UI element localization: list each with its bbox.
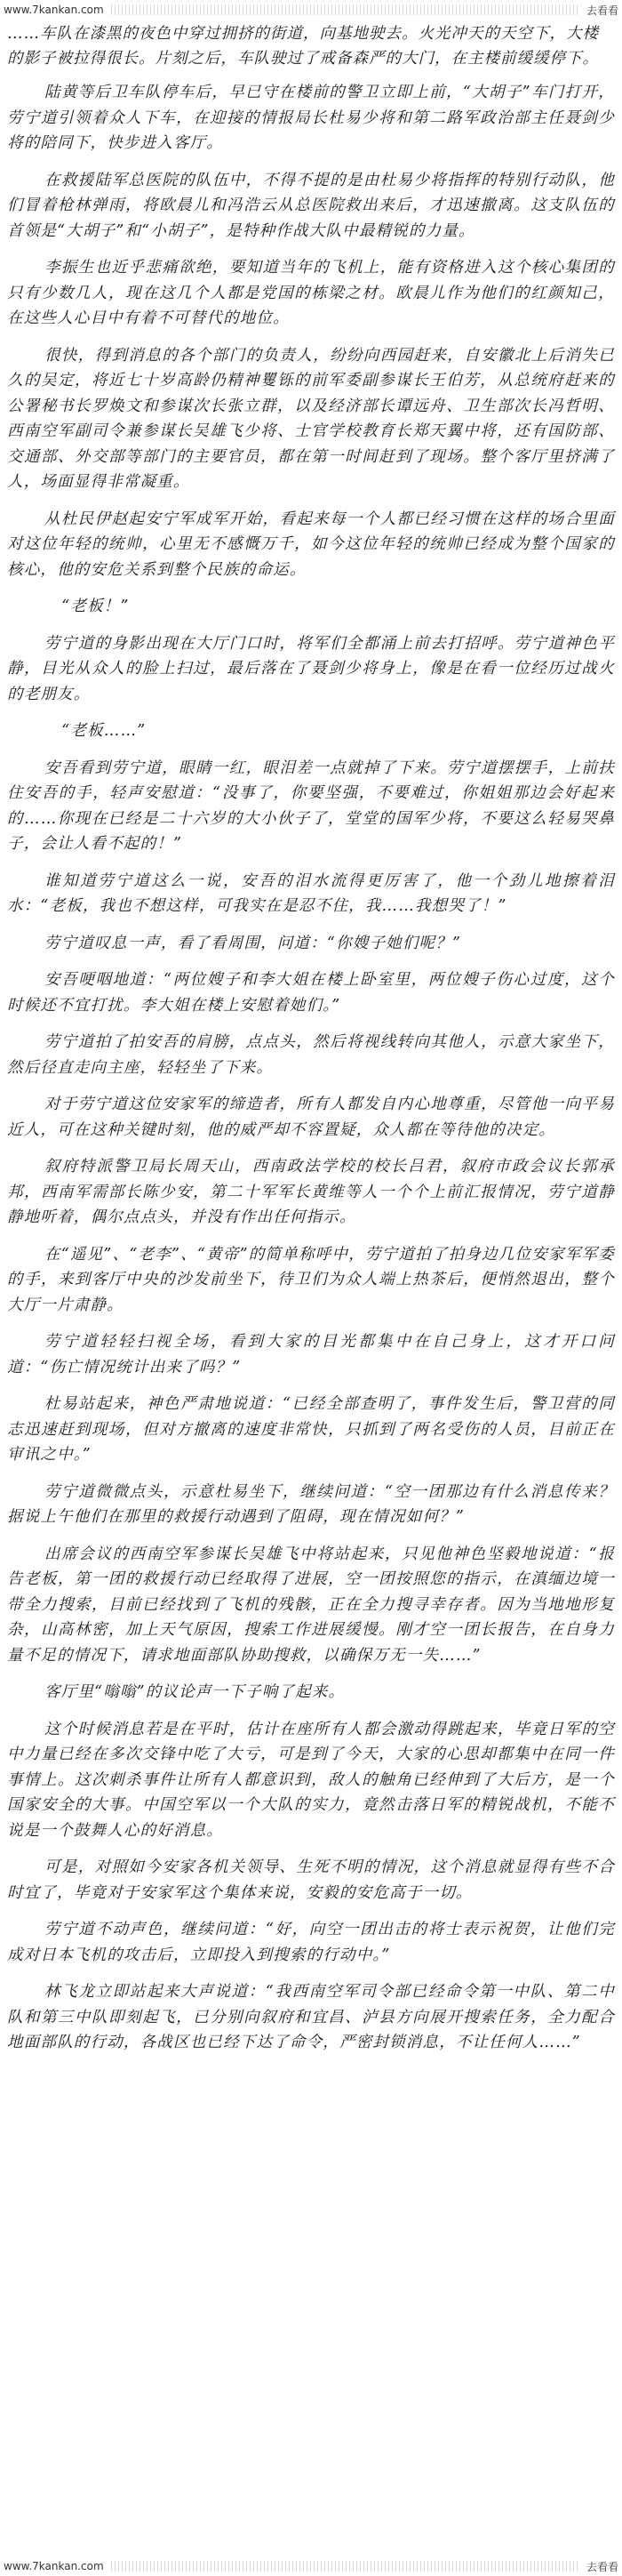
paragraph-5: 从杜民伊赵起安宁军成军开始，看起来每一个人都已经习惯在这样的场合里面对这位年轻的统帅，心里无不感慨万千，如今这位年轻的统帅已经成为整个国家的核心，他的安危关系到整个民族的命运。 xyxy=(7,510,615,579)
paragraph-23: 可是，对照如今安家各机关领导、生死不明的情况，这个消息就显得有些不合时宜了，毕竟对于安家军这个集体来说，安毅的安危高于一切。 xyxy=(7,1858,615,1902)
paragraph-11: 劳宁道叹息一声，看了看周围，问道：“你嫂子她们呢？” xyxy=(44,934,462,952)
paragraph-16: 在“遥见”、“老李”、“黄帝”的简单称呼中，劳宁道拍了拍身边几位安家军军委的手，来到客厅中央的沙发前坐下，待卫们为众人端上热茶后，便悄然退出，整个大厅一片肃静。 xyxy=(7,1245,615,1314)
lead-text: ……车队在漆黑的夜色中穿过拥挤的街道，向基地驶去。火光冲天的天空下，大楼的影子被拉得很长。片刻之后，车队驶过了戒备森严的大门，在主楼前缓缓停下。 xyxy=(7,25,599,68)
paragraph-2: 在救援陆军总医院的队伍中，不得不提的是由杜易少将指挥的特别行动队，他们冒着枪林弹雨，将欧晨儿和冯浩云从总医院救出来后，才迅速撤离。这支队伍的首领是“大胡子”和“小胡子”，是特种作战大队中最精锐的力量。 xyxy=(7,171,615,240)
paragraph-14: 对于劳宁道这位安家军的缔造者，所有人都发自内心地尊重，尽管他一向平易近人，可在这种关键时刻，他的威严却不容置疑，众人都在等待他的决定。 xyxy=(7,1095,615,1139)
paragraph-3: 李振生也近乎悲痛欲绝，要知道当年的飞机上，能有资格进入这个核心集团的只有少数几人，现在这几个人都是党国的栋梁之材。欧晨儿作为他们的红颜知己，在这些人心目中有着不可替代的地位。 xyxy=(7,259,615,327)
paragraph-25: 林飞龙立即站起来大声说道：“我西南空军司令部已经命令第一中队、第二中队和第三中队即刻起飞，已分别向叙府和宜昌、泸县方向展开搜索任务，全力配合地面部队的行动，各战区也已经下达了命令，严密封锁消息，不让任何人……” xyxy=(7,1983,615,2051)
site-brand-top: 去看看 xyxy=(586,4,618,17)
top-watermark-bar xyxy=(0,0,622,20)
paragraph-17: 劳宁道轻轻扫视全场，看到大家的目光都集中在自己身上，这才开口问道：“伤亡情况统计出来了吗？” xyxy=(7,1333,615,1376)
paragraph-22: 这个时候消息若是在平时，估计在座所有人都会激动得跳起来，毕竟日军的空中力量已经在多次交锋中吃了大亏，可是到了今天，大家的心思却都集中在同一件事情上。这次刺杀事件让所有人都意识到，敌人的触角已经伸到了大后方，是一个国家安全的大事。中国空军以一个大队的实力，竟然击落日军的精锐战机，不能不说是一个鼓舞人心的好消息。 xyxy=(7,1720,615,1840)
paragraph-18: 杜易站起来，神色严肃地说道：“已经全部查明了，事件发生后，警卫营的同志迅速赶到现场，但对方撤离的速度非常快，只抓到了两名受伤的人员，目前正在审讯之中。” xyxy=(7,1395,615,1464)
paragraph-1: 陆黄等后卫车队停车后，早已守在楼前的警卫立即上前，“大胡子”车门打开，劳宁道引领着众人下车，在迎接的情报局长杜易少将和第二路军政治部主任聂剑少将的陪同下，快步进入客厅。 xyxy=(7,84,615,152)
paragraph-9: 安吾看到劳宁道，眼睛一红，眼泪差一点就掉了下来。劳宁道摆摆手，上前扶住安吾的手，轻声安慰道：“没事了，你要坚强，不要难过，你姐姐那边会好起来的……你现在已经是二十六岁的大小伙子了，堂堂的国军少将，不要这么轻易哭鼻子，会让人看不起的！” xyxy=(7,758,615,853)
paragraph-10: 谁知道劳宁道这么一说，安吾的泪水流得更厉害了，他一个劲儿地擦着泪水：“老板，我也不想这样，可我实在是忍不住，我……我想哭了！” xyxy=(7,871,615,915)
paragraph-4: 很快，得到消息的各个部门的负责人，纷纷向西园赶来，自安徽北上后消失已久的吴定，将近七十岁高龄仍精神矍铄的前军委副参谋长王伯芳，从总统府赶来的公署秘书长罗焕文和参谋次长张立群，以及经济部长谭远舟、卫生部次长冯哲明、西南空军副司令兼参谋长吴雄飞少将、士官学校教育长郑天翼中将，还有国防部、交通部、外交部等部门的主要官员，都在第一时间赶到了现场。整个客厅里挤满了人，场面显得非常凝重。 xyxy=(7,346,615,491)
paragraph-20: 出席会议的西南空军参谋长吴雄飞中将站起来，只见他神色坚毅地说道：“报告老板，第一团的救援行动已经取得了进展，空一团按照您的指示，在滇缅边境一带全力搜索，目前已经找到了飞机的残骸，正在全力搜寻幸存者。因为当地地形复杂，山高林密，加上天气原因，搜索工作进展缓慢。刚才空一团长报告，在自身力量不足的情况下，请求地面部队协助搜救，以确保万无一失……” xyxy=(7,1545,615,1665)
paragraph-6: “老板！” xyxy=(61,598,130,615)
paragraph-13: 劳宁道拍了拍安吾的肩膀，点点头，然后将视线转向其他人，示意大家坐下，然后径直走向主座，轻轻坐了下来。 xyxy=(7,1033,615,1077)
paragraph-8: “老板……” xyxy=(61,722,147,740)
paragraph-12: 安吾哽咽地道：“两位嫂子和李大姐在楼上卧室里，两位嫂子伤心过度，这个时候还不宜打扰。李大姐在楼上安慰着她们。” xyxy=(7,971,615,1015)
bottom-watermark-bar xyxy=(0,2556,622,2576)
site-url-top: www.7kankan.com xyxy=(4,4,104,16)
paragraph-19: 劳宁道微微点头，示意杜易坐下，继续问道：“空一团那边有什么消息传来？据说上午他们在那里的救援行动遇到了阻碍，现在情况如何？” xyxy=(7,1482,615,1526)
paragraph-15: 叙府特派警卫局长周天山，西南政法学校的校长吕君，叙府市政会议长郭承邦，西南军需部长陈少安，第二十军军长黄维等人一个个上前汇报情况，劳宁道静静地听着，偶尔点点头，并没有作出任何指示。 xyxy=(7,1158,615,1226)
article-body xyxy=(0,21,622,2067)
site-url-bottom: www.7kankan.com xyxy=(4,2560,104,2572)
site-brand-bottom: 去看看 xyxy=(586,2560,618,2573)
paragraph-7: 劳宁道的身影出现在大厅门口时，将军们全都涌上前去打招呼。劳宁道神色平静，目光从众人的脸上扫过，最后落在了聂剑少将身上，像是在看一位经历过战火的老朋友。 xyxy=(7,634,615,703)
top-divider xyxy=(111,4,579,15)
paragraph-21: 客厅里“嗡嗡”的议论声一下子响了起来。 xyxy=(44,1683,346,1701)
bottom-divider xyxy=(111,2561,579,2572)
paragraph-24: 劳宁道不动声色，继续问道：“好，向空一团出击的将士表示祝贺，让他们完成对日本飞机的攻击后，立即投入到搜索的行动中。” xyxy=(7,1921,615,1964)
